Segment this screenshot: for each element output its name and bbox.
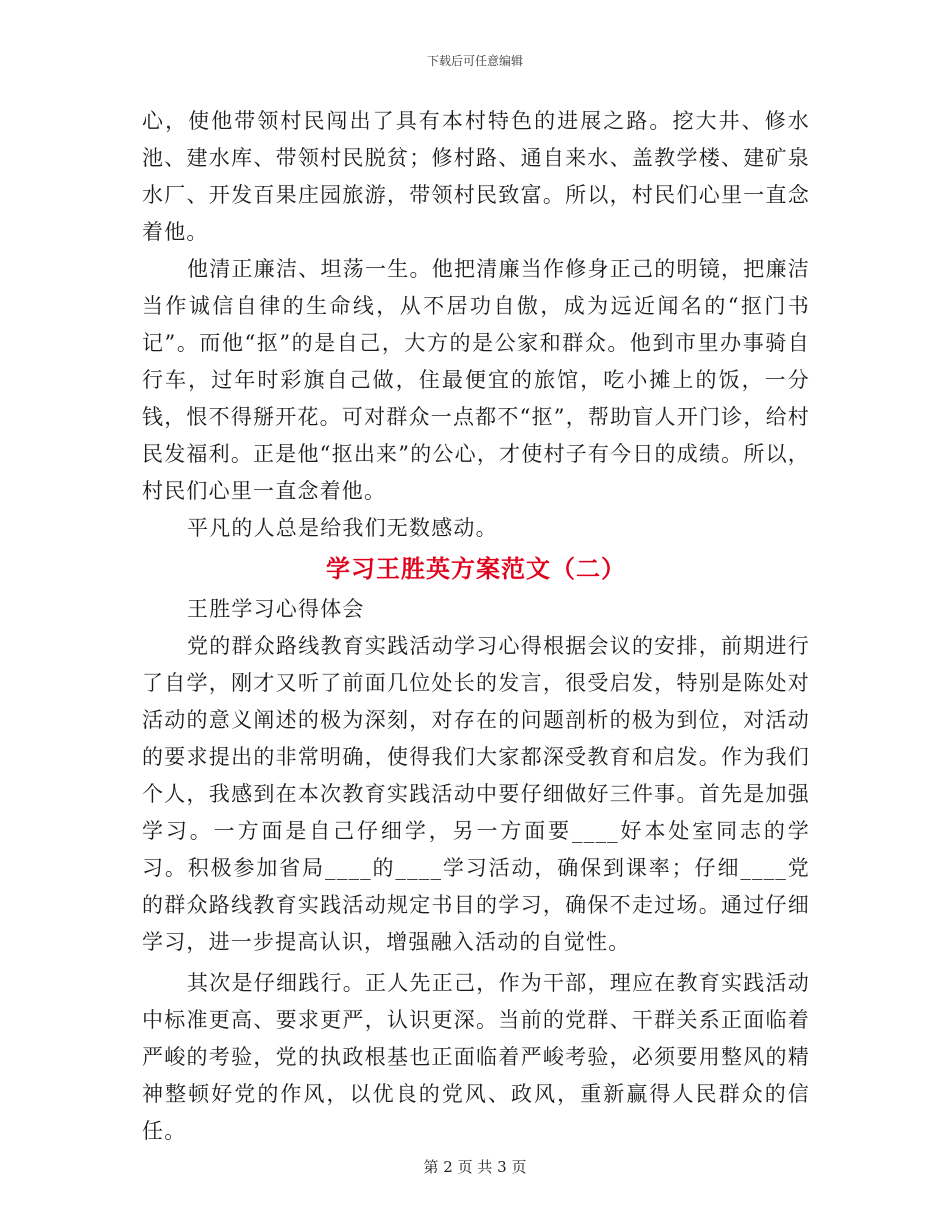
subtitle-paragraph: 王胜学习心得体会 [187,597,365,621]
paragraph-study: 党的群众路线教育实践活动学习心得根据会议的安排，前期进行了自学，刚才又听了前面几位处长的发言，很受启发，特别是陈处对活动的意义阐述的极为深刻，对存在的问题剖析的极为到位，对活动的要求提出的非常明确，使得我们大家都深受教育和启发。作为我们个人，我感到在本次教育实践活动中要仔细做好三件事。首先是加强学习。一方面是自己仔细学，另一方面要____好本处室同志的学习。积极参加省局____的____学习活动，确保到课率；仔细____党的群众路线教育实践活动规定书目的学习，确保不走过场。通过仔细学习，进一步提高认识，增强融入活动的自觉性。 [142,634,810,954]
page-number-footer: 第 2 页 共 3 页 [423,1158,527,1176]
page-header-note: 下载后可任意编辑 [426,54,523,68]
section-title: 学习王胜英方案范文（二） [326,554,626,583]
paragraph-closing: 平凡的人总是给我们无数感动。 [187,516,498,540]
document-body [142,103,810,1150]
paragraph-continuation: 心，使他带领村民闯出了具有本村特色的进展之路。挖大井、修水池、建水库、带领村民脱贫；修村路、通自来水、盖教学楼、建矿泉水厂、开发百果庄园旅游，带领村民致富。所以，村民们心里一直念着他。 [142,109,810,244]
paragraph-practice: 其次是仔细践行。正人先正己，作为干部，理应在教育实践活动中标准更高、要求更严，认识更深。当前的党群、干群关系正面临着严峻的考验，党的执政根基也正面临着严峻考验，必须要用整风的精神整顿好党的作风，以优良的党风、政风，重新赢得人民群众的信任。 [142,971,810,1143]
paragraph-integrity: 他清正廉洁、坦荡一生。他把清廉当作修身正己的明镜，把廉洁当作诚信自律的生命线，从不居功自傲，成为远近闻名的“抠门书记”。而他“抠”的是自己，大方的是公家和群众。他到市里办事骑自行车，过年时彩旗自己做，住最便宜的旅馆，吃小摊上的饭，一分钱，恨不得掰开花。可对群众一点都不“抠”，帮助盲人开门诊，给村民发福利。正是他“抠出来”的公心，才使村子有今日的成绩。所以，村民们心里一直念着他。 [142,257,810,503]
